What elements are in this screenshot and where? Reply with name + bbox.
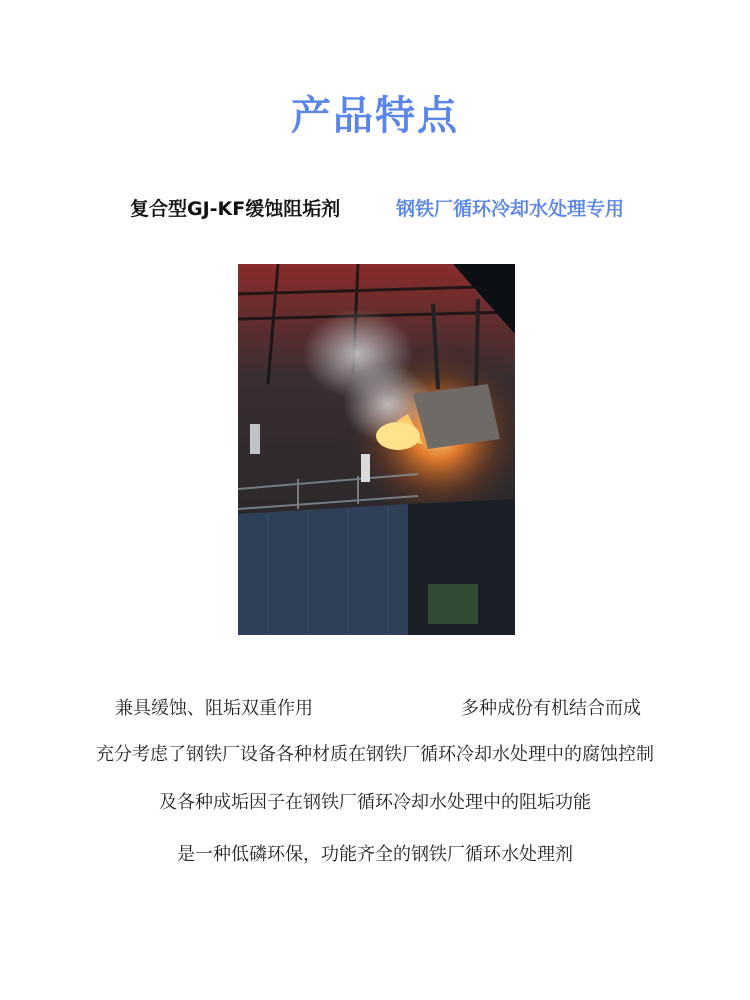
feature-composition: 多种成份有机结合而成 xyxy=(461,698,641,719)
product-name: 复合型GJ-KF缓蚀阻垢剂 xyxy=(130,198,341,220)
description-line: 及各种成垢因子在钢铁厂循环冷却水处理中的阻垢功能 xyxy=(159,792,591,813)
steel-mill-photo xyxy=(238,264,515,635)
feature-dual-action: 兼具缓蚀、阻垢双重作用 xyxy=(115,698,313,719)
product-usage: 钢铁厂循环冷却水处理专用 xyxy=(396,198,625,220)
page-title: 产品特点 xyxy=(291,93,459,139)
description-line: 充分考虑了钢铁厂设备各种材质在钢铁厂循环冷却水处理中的腐蚀控制 xyxy=(96,744,654,765)
description-line: 是一种低磷环保，功能齐全的钢铁厂循环水处理剂 xyxy=(177,844,573,865)
